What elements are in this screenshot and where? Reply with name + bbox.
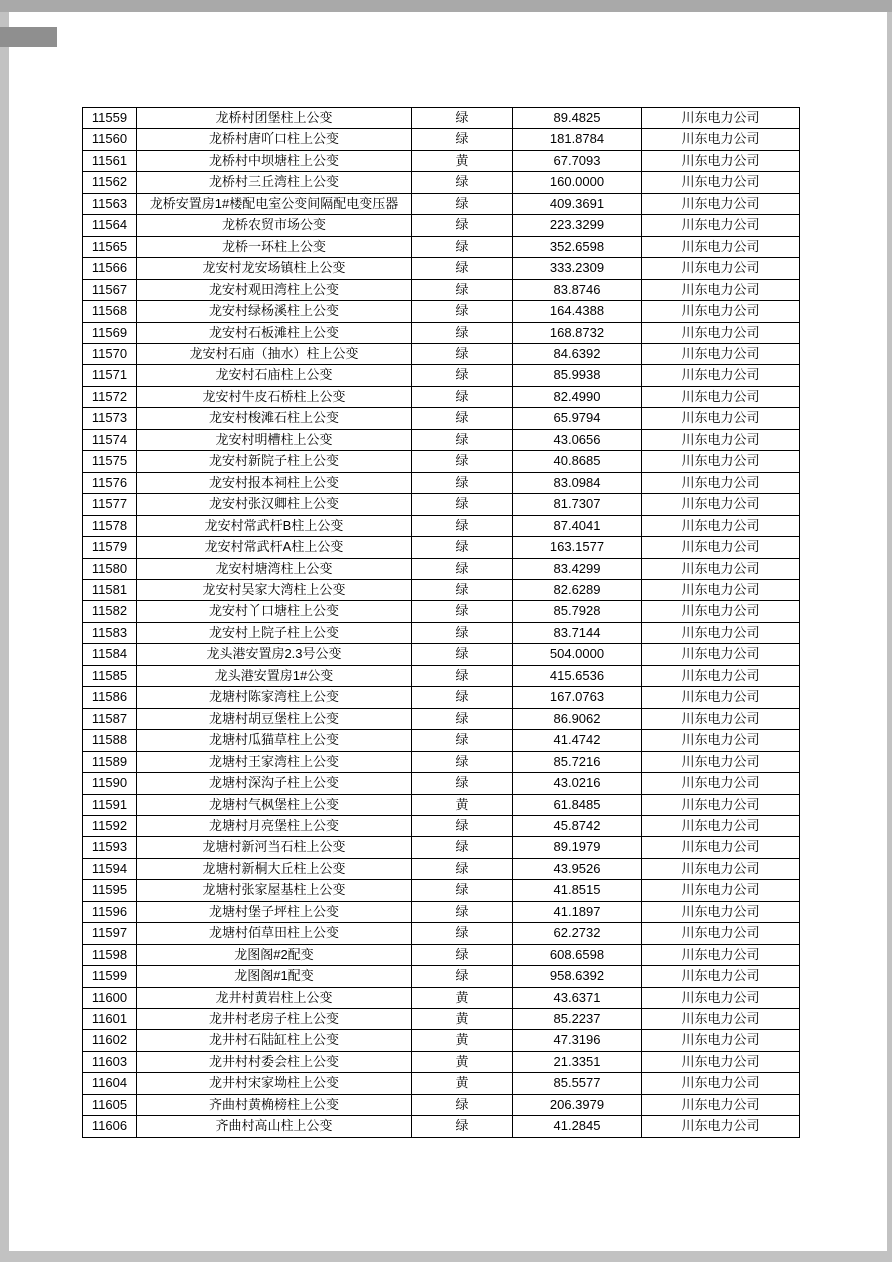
cell-transformer-name: 龙桥村唐吖口柱上公变 bbox=[137, 129, 412, 150]
cell-row-id: 11575 bbox=[83, 451, 137, 472]
cell-capacity-value: 415.6536 bbox=[513, 665, 642, 686]
cell-transformer-name: 龙塘村瓜猫草柱上公变 bbox=[137, 730, 412, 751]
cell-row-id: 11562 bbox=[83, 172, 137, 193]
cell-capacity-value: 41.1897 bbox=[513, 901, 642, 922]
table-row bbox=[83, 901, 800, 922]
viewer-edge-left bbox=[0, 12, 9, 1262]
cell-row-id: 11578 bbox=[83, 515, 137, 536]
table-row bbox=[83, 1073, 800, 1094]
table-row bbox=[83, 579, 800, 600]
cell-row-id: 11595 bbox=[83, 880, 137, 901]
table-row bbox=[83, 558, 800, 579]
cell-transformer-name: 龙安村石庙柱上公变 bbox=[137, 365, 412, 386]
cell-status-flag: 黄 bbox=[412, 1073, 513, 1094]
cell-capacity-value: 83.7144 bbox=[513, 622, 642, 643]
cell-status-flag: 绿 bbox=[412, 558, 513, 579]
cell-row-id: 11559 bbox=[83, 108, 137, 129]
cell-capacity-value: 181.8784 bbox=[513, 129, 642, 150]
cell-row-id: 11606 bbox=[83, 1116, 137, 1137]
cell-transformer-name: 龙塘村张家屋基柱上公变 bbox=[137, 880, 412, 901]
cell-row-id: 11579 bbox=[83, 537, 137, 558]
table-row bbox=[83, 215, 800, 236]
transformer-table bbox=[82, 107, 800, 1138]
cell-transformer-name: 龙安村新院子柱上公变 bbox=[137, 451, 412, 472]
cell-company-name: 川东电力公司 bbox=[642, 258, 800, 279]
cell-row-id: 11567 bbox=[83, 279, 137, 300]
cell-status-flag: 绿 bbox=[412, 901, 513, 922]
cell-company-name: 川东电力公司 bbox=[642, 901, 800, 922]
cell-transformer-name: 龙塘村气枫堡柱上公变 bbox=[137, 794, 412, 815]
cell-status-flag: 黄 bbox=[412, 1009, 513, 1030]
cell-company-name: 川东电力公司 bbox=[642, 429, 800, 450]
cell-capacity-value: 85.5577 bbox=[513, 1073, 642, 1094]
cell-company-name: 川东电力公司 bbox=[642, 150, 800, 171]
table-row bbox=[83, 773, 800, 794]
table-row bbox=[83, 687, 800, 708]
cell-capacity-value: 85.7216 bbox=[513, 751, 642, 772]
cell-status-flag: 绿 bbox=[412, 494, 513, 515]
cell-capacity-value: 82.4990 bbox=[513, 386, 642, 407]
cell-status-flag: 绿 bbox=[412, 236, 513, 257]
table-row bbox=[83, 858, 800, 879]
cell-row-id: 11601 bbox=[83, 1009, 137, 1030]
cell-capacity-value: 85.2237 bbox=[513, 1009, 642, 1030]
cell-status-flag: 黄 bbox=[412, 987, 513, 1008]
table-row bbox=[83, 429, 800, 450]
cell-company-name: 川东电力公司 bbox=[642, 386, 800, 407]
cell-transformer-name: 龙井村老房子柱上公变 bbox=[137, 1009, 412, 1030]
cell-company-name: 川东电力公司 bbox=[642, 1009, 800, 1030]
cell-transformer-name: 龙井村黄岩柱上公变 bbox=[137, 987, 412, 1008]
cell-company-name: 川东电力公司 bbox=[642, 622, 800, 643]
table-row bbox=[83, 322, 800, 343]
cell-status-flag: 绿 bbox=[412, 966, 513, 987]
cell-capacity-value: 85.7928 bbox=[513, 601, 642, 622]
cell-capacity-value: 167.0763 bbox=[513, 687, 642, 708]
cell-company-name: 川东电力公司 bbox=[642, 494, 800, 515]
cell-transformer-name: 龙头港安置房1#公变 bbox=[137, 665, 412, 686]
cell-status-flag: 绿 bbox=[412, 601, 513, 622]
table-row bbox=[83, 794, 800, 815]
cell-capacity-value: 43.6371 bbox=[513, 987, 642, 1008]
cell-status-flag: 绿 bbox=[412, 343, 513, 364]
cell-status-flag: 绿 bbox=[412, 880, 513, 901]
cell-transformer-name: 龙桥农贸市场公变 bbox=[137, 215, 412, 236]
cell-status-flag: 绿 bbox=[412, 215, 513, 236]
cell-company-name: 川东电力公司 bbox=[642, 472, 800, 493]
cell-company-name: 川东电力公司 bbox=[642, 773, 800, 794]
cell-status-flag: 黄 bbox=[412, 150, 513, 171]
cell-row-id: 11572 bbox=[83, 386, 137, 407]
cell-row-id: 11576 bbox=[83, 472, 137, 493]
cell-capacity-value: 43.0216 bbox=[513, 773, 642, 794]
cell-transformer-name: 龙安村龙安场镇柱上公变 bbox=[137, 258, 412, 279]
cell-capacity-value: 223.3299 bbox=[513, 215, 642, 236]
table-row bbox=[83, 944, 800, 965]
cell-status-flag: 绿 bbox=[412, 429, 513, 450]
cell-company-name: 川东电力公司 bbox=[642, 858, 800, 879]
cell-row-id: 11569 bbox=[83, 322, 137, 343]
cell-transformer-name: 龙桥村中坝塘柱上公变 bbox=[137, 150, 412, 171]
cell-row-id: 11560 bbox=[83, 129, 137, 150]
table-body bbox=[83, 108, 800, 1138]
cell-company-name: 川东电力公司 bbox=[642, 1073, 800, 1094]
cell-transformer-name: 龙安村石板滩柱上公变 bbox=[137, 322, 412, 343]
cell-capacity-value: 61.8485 bbox=[513, 794, 642, 815]
cell-capacity-value: 83.0984 bbox=[513, 472, 642, 493]
cell-row-id: 11587 bbox=[83, 708, 137, 729]
table-row bbox=[83, 708, 800, 729]
cell-transformer-name: 龙塘村胡豆堡柱上公变 bbox=[137, 708, 412, 729]
cell-status-flag: 绿 bbox=[412, 365, 513, 386]
table-row bbox=[83, 365, 800, 386]
cell-row-id: 11596 bbox=[83, 901, 137, 922]
cell-status-flag: 绿 bbox=[412, 1094, 513, 1115]
cell-status-flag: 绿 bbox=[412, 815, 513, 836]
table-row bbox=[83, 301, 800, 322]
cell-company-name: 川东电力公司 bbox=[642, 193, 800, 214]
cell-row-id: 11591 bbox=[83, 794, 137, 815]
cell-company-name: 川东电力公司 bbox=[642, 751, 800, 772]
cell-capacity-value: 85.9938 bbox=[513, 365, 642, 386]
cell-transformer-name: 龙安村塘湾柱上公变 bbox=[137, 558, 412, 579]
table-row bbox=[83, 601, 800, 622]
cell-capacity-value: 40.8685 bbox=[513, 451, 642, 472]
cell-transformer-name: 龙安村牛皮石桥柱上公变 bbox=[137, 386, 412, 407]
cell-row-id: 11584 bbox=[83, 644, 137, 665]
cell-row-id: 11590 bbox=[83, 773, 137, 794]
cell-transformer-name: 龙井村石陆缸柱上公变 bbox=[137, 1030, 412, 1051]
cell-status-flag: 绿 bbox=[412, 386, 513, 407]
table-row bbox=[83, 730, 800, 751]
cell-company-name: 川东电力公司 bbox=[642, 408, 800, 429]
cell-row-id: 11580 bbox=[83, 558, 137, 579]
table-row bbox=[83, 665, 800, 686]
cell-status-flag: 绿 bbox=[412, 258, 513, 279]
table-row bbox=[83, 386, 800, 407]
cell-row-id: 11592 bbox=[83, 815, 137, 836]
cell-status-flag: 绿 bbox=[412, 408, 513, 429]
cell-company-name: 川东电力公司 bbox=[642, 708, 800, 729]
cell-status-flag: 绿 bbox=[412, 129, 513, 150]
cell-row-id: 11563 bbox=[83, 193, 137, 214]
cell-transformer-name: 龙安村张汉卿柱上公变 bbox=[137, 494, 412, 515]
cell-company-name: 川东电力公司 bbox=[642, 215, 800, 236]
cell-transformer-name: 龙安村丫口塘柱上公变 bbox=[137, 601, 412, 622]
cell-capacity-value: 206.3979 bbox=[513, 1094, 642, 1115]
cell-company-name: 川东电力公司 bbox=[642, 279, 800, 300]
cell-transformer-name: 龙安村明槽柱上公变 bbox=[137, 429, 412, 450]
cell-transformer-name: 龙塘村王家湾柱上公变 bbox=[137, 751, 412, 772]
cell-status-flag: 绿 bbox=[412, 730, 513, 751]
cell-transformer-name: 龙桥村团堡柱上公变 bbox=[137, 108, 412, 129]
cell-row-id: 11604 bbox=[83, 1073, 137, 1094]
cell-transformer-name: 龙塘村新河当石柱上公变 bbox=[137, 837, 412, 858]
cell-capacity-value: 86.9062 bbox=[513, 708, 642, 729]
cell-company-name: 川东电力公司 bbox=[642, 108, 800, 129]
cell-capacity-value: 65.9794 bbox=[513, 408, 642, 429]
table-row bbox=[83, 408, 800, 429]
cell-row-id: 11568 bbox=[83, 301, 137, 322]
table-row bbox=[83, 258, 800, 279]
viewer-edge-right bbox=[887, 12, 892, 1262]
cell-row-id: 11593 bbox=[83, 837, 137, 858]
table-row bbox=[83, 451, 800, 472]
cell-capacity-value: 43.9526 bbox=[513, 858, 642, 879]
table-row bbox=[83, 515, 800, 536]
cell-status-flag: 黄 bbox=[412, 1051, 513, 1072]
table-row bbox=[83, 987, 800, 1008]
cell-company-name: 川东电力公司 bbox=[642, 301, 800, 322]
cell-transformer-name: 龙塘村堡子坪柱上公变 bbox=[137, 901, 412, 922]
cell-transformer-name: 龙塘村深沟子柱上公变 bbox=[137, 773, 412, 794]
cell-capacity-value: 352.6598 bbox=[513, 236, 642, 257]
cell-capacity-value: 82.6289 bbox=[513, 579, 642, 600]
table-row bbox=[83, 236, 800, 257]
table-row bbox=[83, 1030, 800, 1051]
table-row bbox=[83, 472, 800, 493]
cell-row-id: 11574 bbox=[83, 429, 137, 450]
cell-company-name: 川东电力公司 bbox=[642, 687, 800, 708]
cell-transformer-name: 龙安村石庙（抽水）柱上公变 bbox=[137, 343, 412, 364]
cell-status-flag: 绿 bbox=[412, 837, 513, 858]
cell-transformer-name: 龙桥安置房1#楼配电室公变间隔配电变压器 bbox=[137, 193, 412, 214]
cell-status-flag: 绿 bbox=[412, 108, 513, 129]
cell-transformer-name: 龙安村梭滩石柱上公变 bbox=[137, 408, 412, 429]
cell-row-id: 11598 bbox=[83, 944, 137, 965]
cell-status-flag: 绿 bbox=[412, 708, 513, 729]
cell-row-id: 11573 bbox=[83, 408, 137, 429]
cell-capacity-value: 409.3691 bbox=[513, 193, 642, 214]
cell-capacity-value: 47.3196 bbox=[513, 1030, 642, 1051]
document-page bbox=[9, 12, 887, 1251]
cell-company-name: 川东电力公司 bbox=[642, 815, 800, 836]
table-row bbox=[83, 880, 800, 901]
cell-company-name: 川东电力公司 bbox=[642, 987, 800, 1008]
cell-row-id: 11586 bbox=[83, 687, 137, 708]
cell-transformer-name: 龙桥一环柱上公变 bbox=[137, 236, 412, 257]
cell-capacity-value: 160.0000 bbox=[513, 172, 642, 193]
cell-capacity-value: 163.1577 bbox=[513, 537, 642, 558]
cell-capacity-value: 168.8732 bbox=[513, 322, 642, 343]
cell-status-flag: 绿 bbox=[412, 579, 513, 600]
cell-capacity-value: 41.8515 bbox=[513, 880, 642, 901]
table-row bbox=[83, 751, 800, 772]
cell-capacity-value: 958.6392 bbox=[513, 966, 642, 987]
cell-transformer-name: 龙安村常武杆B柱上公变 bbox=[137, 515, 412, 536]
cell-row-id: 11561 bbox=[83, 150, 137, 171]
table-row bbox=[83, 644, 800, 665]
cell-row-id: 11594 bbox=[83, 858, 137, 879]
cell-company-name: 川东电力公司 bbox=[642, 923, 800, 944]
cell-capacity-value: 84.6392 bbox=[513, 343, 642, 364]
cell-company-name: 川东电力公司 bbox=[642, 1094, 800, 1115]
cell-status-flag: 绿 bbox=[412, 322, 513, 343]
cell-company-name: 川东电力公司 bbox=[642, 537, 800, 558]
cell-row-id: 11602 bbox=[83, 1030, 137, 1051]
cell-row-id: 11597 bbox=[83, 923, 137, 944]
cell-status-flag: 绿 bbox=[412, 923, 513, 944]
cell-row-id: 11589 bbox=[83, 751, 137, 772]
cell-transformer-name: 齐曲村黄桷榜柱上公变 bbox=[137, 1094, 412, 1115]
cell-status-flag: 绿 bbox=[412, 172, 513, 193]
cell-company-name: 川东电力公司 bbox=[642, 601, 800, 622]
table-row bbox=[83, 193, 800, 214]
cell-company-name: 川东电力公司 bbox=[642, 966, 800, 987]
cell-company-name: 川东电力公司 bbox=[642, 172, 800, 193]
cell-status-flag: 黄 bbox=[412, 794, 513, 815]
cell-capacity-value: 89.4825 bbox=[513, 108, 642, 129]
cell-transformer-name: 龙安村报本祠柱上公变 bbox=[137, 472, 412, 493]
cell-company-name: 川东电力公司 bbox=[642, 880, 800, 901]
cell-transformer-name: 龙安村上院子柱上公变 bbox=[137, 622, 412, 643]
table-row bbox=[83, 537, 800, 558]
cell-capacity-value: 83.8746 bbox=[513, 279, 642, 300]
table-row bbox=[83, 815, 800, 836]
table-row bbox=[83, 1009, 800, 1030]
cell-transformer-name: 龙安村吴家大湾柱上公变 bbox=[137, 579, 412, 600]
cell-transformer-name: 龙井村宋家坳柱上公变 bbox=[137, 1073, 412, 1094]
cell-capacity-value: 67.7093 bbox=[513, 150, 642, 171]
cell-transformer-name: 龙安村观田湾柱上公变 bbox=[137, 279, 412, 300]
cell-status-flag: 绿 bbox=[412, 773, 513, 794]
cell-status-flag: 绿 bbox=[412, 687, 513, 708]
cell-capacity-value: 81.7307 bbox=[513, 494, 642, 515]
cell-company-name: 川东电力公司 bbox=[642, 343, 800, 364]
cell-status-flag: 绿 bbox=[412, 472, 513, 493]
cell-capacity-value: 45.8742 bbox=[513, 815, 642, 836]
cell-company-name: 川东电力公司 bbox=[642, 558, 800, 579]
cell-company-name: 川东电力公司 bbox=[642, 644, 800, 665]
table-row bbox=[83, 1051, 800, 1072]
cell-transformer-name: 龙头港安置房2.3号公变 bbox=[137, 644, 412, 665]
cell-capacity-value: 89.1979 bbox=[513, 837, 642, 858]
cell-status-flag: 绿 bbox=[412, 644, 513, 665]
cell-row-id: 11565 bbox=[83, 236, 137, 257]
cell-row-id: 11585 bbox=[83, 665, 137, 686]
cell-transformer-name: 龙塘村陈家湾柱上公变 bbox=[137, 687, 412, 708]
viewer-edge-top bbox=[0, 0, 892, 12]
table-row bbox=[83, 622, 800, 643]
cell-row-id: 11571 bbox=[83, 365, 137, 386]
cell-status-flag: 绿 bbox=[412, 301, 513, 322]
cell-capacity-value: 43.0656 bbox=[513, 429, 642, 450]
cell-company-name: 川东电力公司 bbox=[642, 515, 800, 536]
cell-row-id: 11588 bbox=[83, 730, 137, 751]
table-row bbox=[83, 108, 800, 129]
cell-company-name: 川东电力公司 bbox=[642, 322, 800, 343]
cell-capacity-value: 164.4388 bbox=[513, 301, 642, 322]
cell-status-flag: 绿 bbox=[412, 451, 513, 472]
cell-status-flag: 绿 bbox=[412, 515, 513, 536]
cell-row-id: 11582 bbox=[83, 601, 137, 622]
table-row bbox=[83, 343, 800, 364]
cell-company-name: 川东电力公司 bbox=[642, 730, 800, 751]
cell-row-id: 11583 bbox=[83, 622, 137, 643]
cell-row-id: 11570 bbox=[83, 343, 137, 364]
cell-company-name: 川东电力公司 bbox=[642, 579, 800, 600]
page-corner-mark bbox=[0, 27, 57, 47]
cell-transformer-name: 龙塘村佰草田柱上公变 bbox=[137, 923, 412, 944]
cell-status-flag: 绿 bbox=[412, 858, 513, 879]
cell-row-id: 11564 bbox=[83, 215, 137, 236]
cell-company-name: 川东电力公司 bbox=[642, 451, 800, 472]
cell-capacity-value: 41.2845 bbox=[513, 1116, 642, 1137]
table-row bbox=[83, 837, 800, 858]
cell-row-id: 11605 bbox=[83, 1094, 137, 1115]
cell-company-name: 川东电力公司 bbox=[642, 944, 800, 965]
cell-transformer-name: 龙井村村委会柱上公变 bbox=[137, 1051, 412, 1072]
table-row bbox=[83, 129, 800, 150]
cell-company-name: 川东电力公司 bbox=[642, 837, 800, 858]
cell-status-flag: 黄 bbox=[412, 1030, 513, 1051]
table-row bbox=[83, 172, 800, 193]
cell-company-name: 川东电力公司 bbox=[642, 1116, 800, 1137]
cell-status-flag: 绿 bbox=[412, 944, 513, 965]
cell-row-id: 11566 bbox=[83, 258, 137, 279]
cell-status-flag: 绿 bbox=[412, 622, 513, 643]
cell-row-id: 11581 bbox=[83, 579, 137, 600]
cell-row-id: 11599 bbox=[83, 966, 137, 987]
cell-transformer-name: 龙安村绿杨溪柱上公变 bbox=[137, 301, 412, 322]
cell-transformer-name: 龙塘村月亮堡柱上公变 bbox=[137, 815, 412, 836]
cell-capacity-value: 41.4742 bbox=[513, 730, 642, 751]
cell-company-name: 川东电力公司 bbox=[642, 665, 800, 686]
cell-capacity-value: 608.6598 bbox=[513, 944, 642, 965]
cell-company-name: 川东电力公司 bbox=[642, 365, 800, 386]
table-row bbox=[83, 150, 800, 171]
cell-company-name: 川东电力公司 bbox=[642, 1051, 800, 1072]
table-row bbox=[83, 279, 800, 300]
cell-status-flag: 绿 bbox=[412, 193, 513, 214]
cell-company-name: 川东电力公司 bbox=[642, 236, 800, 257]
table-row bbox=[83, 923, 800, 944]
cell-company-name: 川东电力公司 bbox=[642, 129, 800, 150]
cell-transformer-name: 龙塘村新桐大丘柱上公变 bbox=[137, 858, 412, 879]
cell-status-flag: 绿 bbox=[412, 751, 513, 772]
cell-row-id: 11577 bbox=[83, 494, 137, 515]
cell-company-name: 川东电力公司 bbox=[642, 794, 800, 815]
table-row bbox=[83, 1094, 800, 1115]
cell-transformer-name: 龙图阁#2配变 bbox=[137, 944, 412, 965]
viewer-edge-bottom bbox=[0, 1251, 892, 1262]
cell-capacity-value: 83.4299 bbox=[513, 558, 642, 579]
cell-capacity-value: 21.3351 bbox=[513, 1051, 642, 1072]
cell-transformer-name: 龙安村常武杆A柱上公变 bbox=[137, 537, 412, 558]
cell-row-id: 11600 bbox=[83, 987, 137, 1008]
cell-status-flag: 绿 bbox=[412, 665, 513, 686]
cell-capacity-value: 62.2732 bbox=[513, 923, 642, 944]
cell-capacity-value: 504.0000 bbox=[513, 644, 642, 665]
cell-transformer-name: 龙图阁#1配变 bbox=[137, 966, 412, 987]
cell-status-flag: 绿 bbox=[412, 279, 513, 300]
cell-company-name: 川东电力公司 bbox=[642, 1030, 800, 1051]
cell-status-flag: 绿 bbox=[412, 1116, 513, 1137]
table-row bbox=[83, 966, 800, 987]
cell-transformer-name: 龙桥村三丘湾柱上公变 bbox=[137, 172, 412, 193]
cell-capacity-value: 333.2309 bbox=[513, 258, 642, 279]
cell-row-id: 11603 bbox=[83, 1051, 137, 1072]
cell-status-flag: 绿 bbox=[412, 537, 513, 558]
cell-capacity-value: 87.4041 bbox=[513, 515, 642, 536]
table-row bbox=[83, 1116, 800, 1137]
table-row bbox=[83, 494, 800, 515]
cell-transformer-name: 齐曲村高山柱上公变 bbox=[137, 1116, 412, 1137]
